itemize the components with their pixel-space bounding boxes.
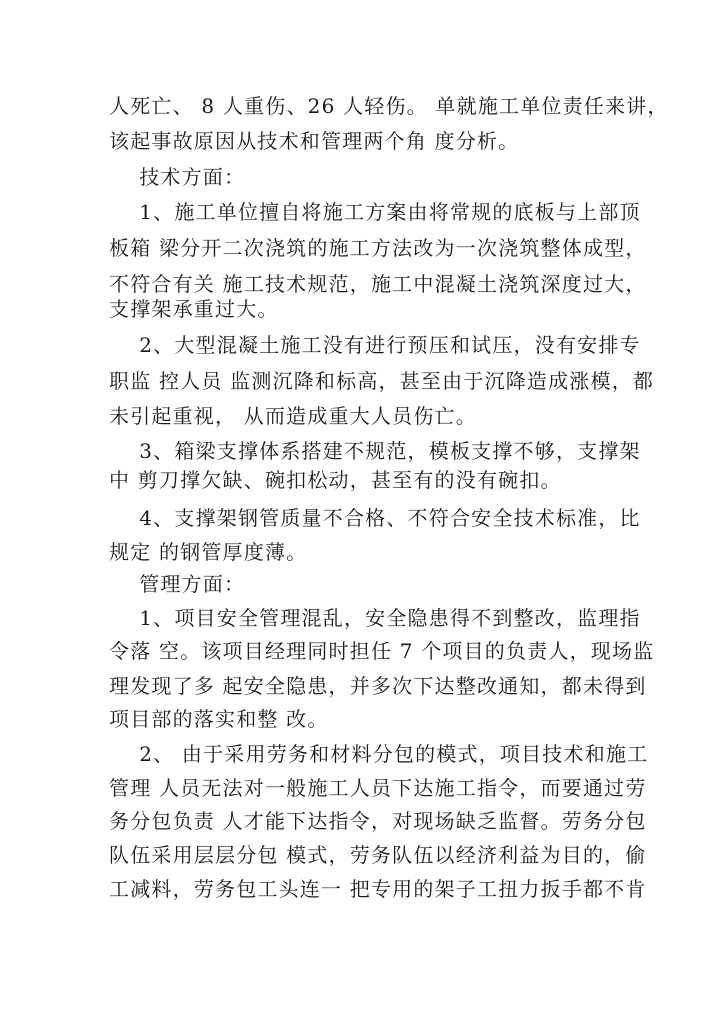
text-line: 职监 控人员 监测沉降和标高，甚至由于沉降造成涨模，都 bbox=[109, 369, 655, 393]
text-line: 支撑架承重过大。 bbox=[109, 297, 279, 321]
text-line: 理发现了多 起安全隐患，并多次下达整改通知，都未得到 bbox=[109, 674, 647, 698]
text-line: 2、大型混凝土施工没有进行预压和试压，没有安排专 bbox=[109, 333, 641, 357]
text-line: 1、项目安全管理混乱，安全隐患得不到整改，监理指 bbox=[109, 606, 641, 630]
text-line: 未引起重视， 从而造成重大人员伤亡。 bbox=[109, 404, 477, 428]
text-line: 务分包负责 人才能下达指令，对现场缺乏监督。劳务分包 bbox=[109, 809, 647, 833]
text-line: 4、支撑架钢管质量不合格、不符合安全技术标准，比 bbox=[109, 506, 641, 530]
section-heading: 管理方面： bbox=[109, 572, 246, 596]
text-line: 不符合有关 施工技术规范，施工中混凝土浇筑深度过大， bbox=[109, 272, 647, 296]
text-line: 板箱 梁分开二次浇筑的施工方法改为一次浇筑整体成型， bbox=[109, 236, 647, 260]
text-line: 工减料，劳务包工头连一 把专用的架子工扭力扳手都不肯 bbox=[109, 877, 647, 901]
text-line: 2、 由于采用劳务和材料分包的模式，项目技术和施工 bbox=[109, 742, 649, 766]
text-line: 令落 空。该项目经理同时担任 7 个项目的负责人，现场监 bbox=[109, 639, 655, 663]
text-line: 队伍采用层层分包 模式，劳务队伍以经济利益为目的，偷 bbox=[109, 843, 647, 867]
text-line: 中 剪刀撑欠缺、碗扣松动，甚至有的没有碗扣。 bbox=[109, 468, 562, 492]
text-line: 规定 的钢管厚度薄。 bbox=[109, 540, 308, 564]
text-line: 1、施工单位擅自将施工方案由将常规的底板与上部顶 bbox=[109, 200, 641, 224]
text-line: 3、箱梁支撑体系搭建不规范，模板支撑不够，支撑架 bbox=[109, 439, 641, 463]
text-line: 人死亡、 8 人重伤、26 人轻伤。 单就施工单位责任来讲， bbox=[109, 94, 669, 118]
section-heading: 技术方面： bbox=[109, 165, 246, 189]
text-line: 管理 人员无法对一般施工人员下达施工指令，而要通过劳 bbox=[109, 776, 647, 800]
text-line: 该起事故原因从技术和管理两个角 度分析。 bbox=[109, 129, 520, 153]
text-line: 项目部的落实和整 改。 bbox=[109, 707, 329, 731]
